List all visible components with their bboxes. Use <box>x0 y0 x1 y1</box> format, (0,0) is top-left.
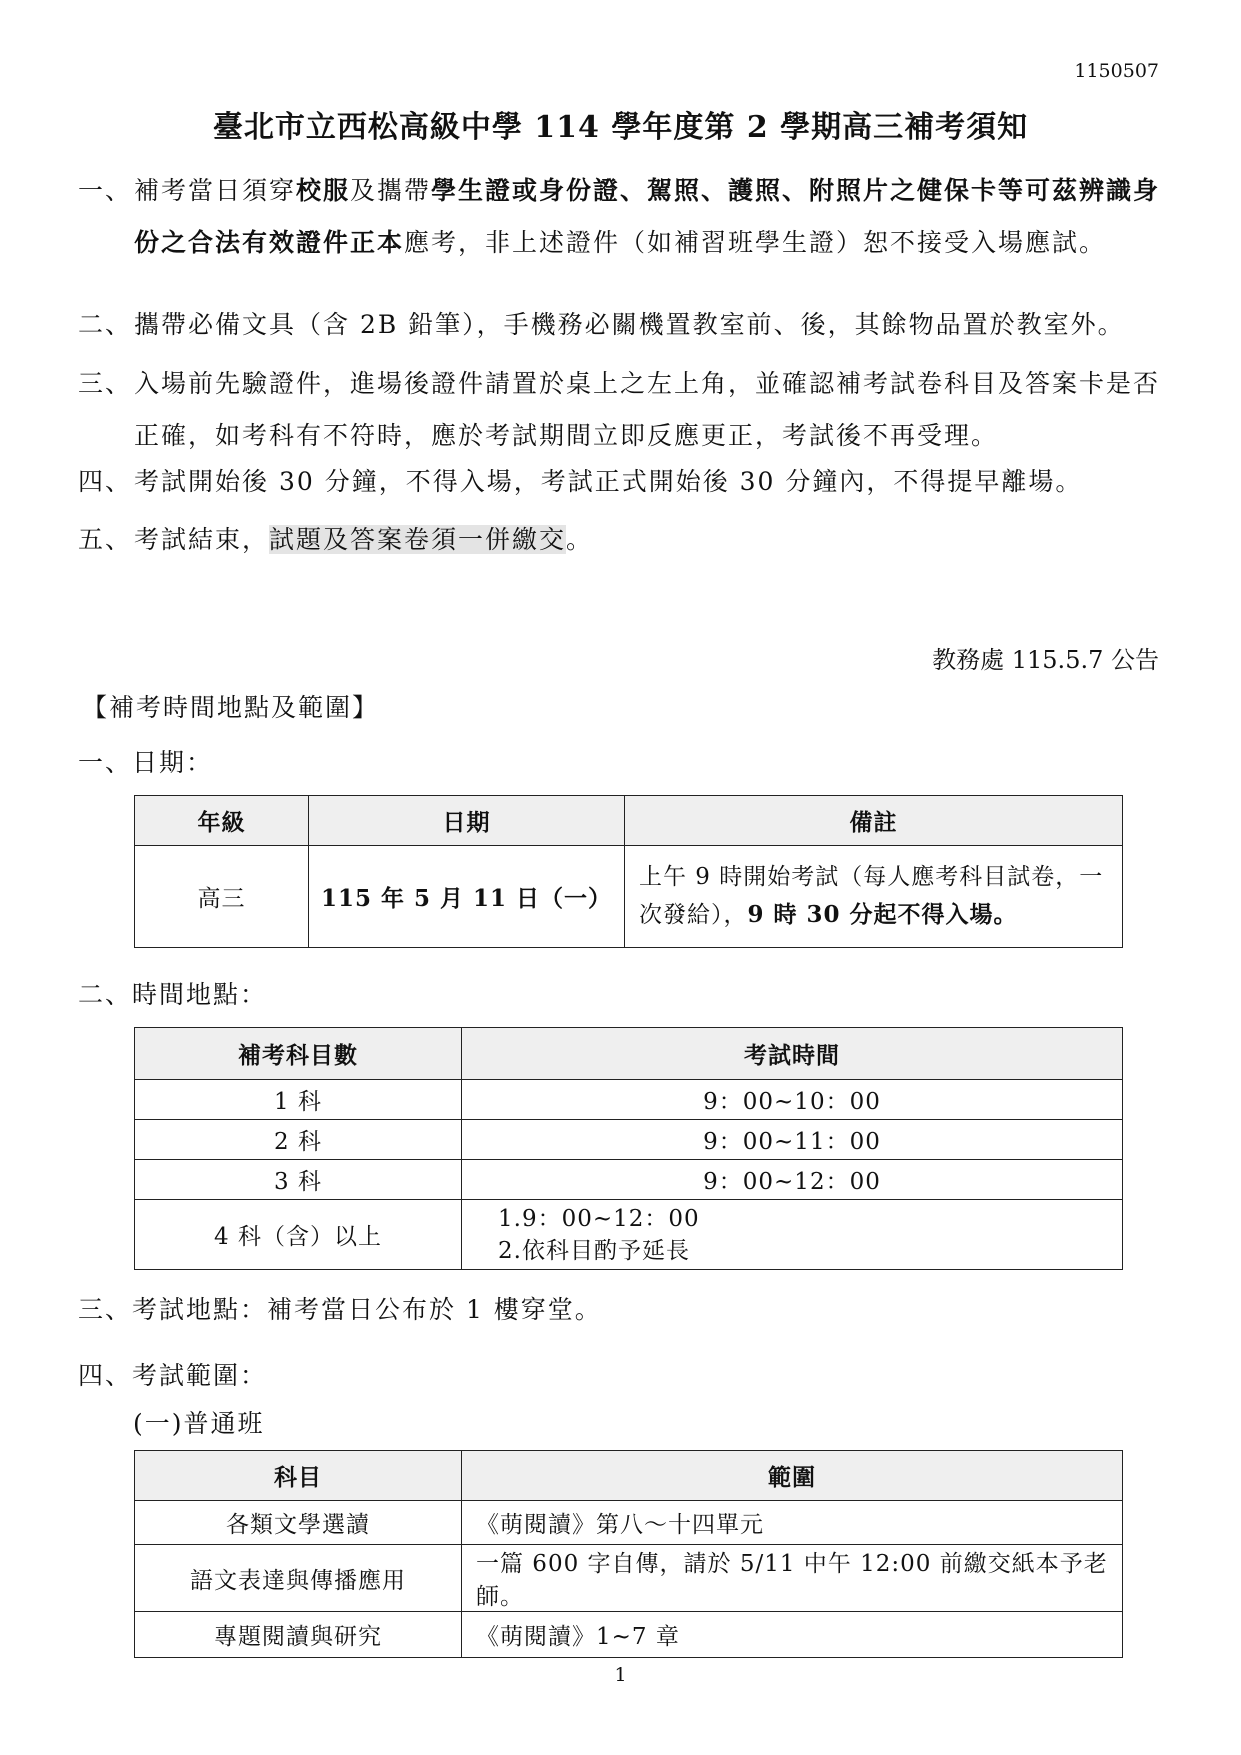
table-header: 科目 <box>135 1451 462 1501</box>
note-text: 上午 9 時開始考試（每人應考科目試卷，一次發給）， <box>639 864 1104 928</box>
table-row <box>135 846 1123 948</box>
rule-text <box>134 514 1168 566</box>
exam-time-line: 2.依科目酌予延長 <box>498 1237 690 1264</box>
table-row <box>135 1501 1123 1545</box>
scope-cell: 《萌閱讀》第八～十四單元 <box>462 1501 1123 1545</box>
table-header: 範圍 <box>462 1451 1123 1501</box>
location-text: 三、考試地點：補考當日公布於 1 樓穿堂。 <box>78 1295 602 1324</box>
page-title: 臺北市立西松高級中學 114 學年度第 2 學期高三補考須知 <box>212 110 1029 145</box>
exam-time-cell <box>462 1200 1123 1270</box>
table-header-row <box>135 796 1123 846</box>
grade-cell: 高三 <box>135 846 309 948</box>
subject-count-cell: 1 科 <box>135 1080 462 1120</box>
table-row <box>135 1545 1123 1612</box>
rule-item <box>78 299 1168 351</box>
table-header-row <box>135 1028 1123 1080</box>
rule-text <box>134 456 1168 508</box>
table-header: 備註 <box>625 796 1123 846</box>
page-number: 1 <box>614 1664 627 1686</box>
time-table <box>134 1027 1123 1270</box>
section-title: 【補考時間地點及範圍】 <box>82 693 380 722</box>
rule-text <box>134 299 1168 351</box>
scope-table <box>134 1450 1123 1658</box>
table-row <box>135 1612 1123 1658</box>
table-row <box>135 1120 1123 1160</box>
rule-text-run: 應考，非上述證件（如補習班學生證）恕不接受入場應試。 <box>404 228 1107 257</box>
time-section-label: 二、時間地點： <box>78 980 268 1009</box>
table-header-row <box>135 1451 1123 1501</box>
rule-text-run: 考試結束， <box>134 525 270 554</box>
subject-cell: 語文表達與傳播應用 <box>135 1545 462 1612</box>
table-header: 考試時間 <box>462 1028 1123 1080</box>
document-number: 1150507 <box>1074 60 1159 82</box>
exam-time-cell: 9：00~10：00 <box>462 1080 1123 1120</box>
exam-time-line: 1.9：00~12：00 <box>498 1205 700 1232</box>
rule-text-run: 入場前先驗證件，進場後證件請置於桌上之左上角，並確認補考試卷科目及答案卡是否正確，如考科有不符時，應於考試期間立即反應更正，考試後不再受理。 <box>134 369 1161 450</box>
rule-number: 五、 <box>78 525 133 554</box>
rule-text-emphasis: 學生證或身份證、駕照、護照、附照片之健保卡等可茲辨識身份之合法有效證件正本 <box>134 176 1161 257</box>
scope-section-label: 四、考試範圍： <box>78 1361 268 1390</box>
subject-count-cell: 4 科（含）以上 <box>135 1200 462 1270</box>
rule-text-run: 。 <box>566 525 594 554</box>
rule-number: 三、 <box>78 369 133 398</box>
table-header: 年級 <box>135 796 309 846</box>
announcement: 教務處 115.5.7 公告 <box>932 646 1159 674</box>
table-header: 日期 <box>309 796 625 846</box>
rule-text-run: 攜帶必備文具（含 2B 鉛筆），手機務必關機置教室前、後，其餘物品置於教室外。 <box>134 310 1125 339</box>
table-header: 補考科目數 <box>135 1028 462 1080</box>
rule-item <box>78 514 1168 566</box>
exam-time-cell: 9：00~12：00 <box>462 1160 1123 1200</box>
note-cell <box>625 846 1123 948</box>
table-row <box>135 1080 1123 1120</box>
rule-text <box>134 358 1168 462</box>
table-row <box>135 1200 1123 1270</box>
rule-number: 一、 <box>78 176 133 205</box>
exam-time-cell: 9：00~11：00 <box>462 1120 1123 1160</box>
date-section-label: 一、日期： <box>78 748 214 777</box>
date-table <box>134 795 1123 948</box>
rule-text <box>134 165 1168 269</box>
rule-text-run: 補考當日須穿 <box>134 176 297 205</box>
scope-cell: 一篇 600 字自傳，請於 5/11 中午 12:00 前繳交紙本予老師。 <box>462 1545 1123 1612</box>
scope-sublabel: (一)普通班 <box>133 1409 265 1438</box>
rule-text-run: 考試開始後 30 分鐘，不得入場，考試正式開始後 30 分鐘內，不得提早離場。 <box>134 467 1083 496</box>
rule-number: 二、 <box>78 310 133 339</box>
rule-text-run: 及攜帶 <box>350 176 432 205</box>
rule-item <box>78 456 1168 508</box>
date-cell: 115 年 5 月 11 日（一） <box>309 846 625 948</box>
subject-count-cell: 2 科 <box>135 1120 462 1160</box>
rule-item <box>78 358 1168 462</box>
subject-cell: 專題閱讀與研究 <box>135 1612 462 1658</box>
subject-count-cell: 3 科 <box>135 1160 462 1200</box>
rule-text-emphasis: 校服 <box>296 176 351 205</box>
rule-item <box>78 165 1168 269</box>
rule-text-run: 試題及答案卷須一併繳交 <box>269 525 567 554</box>
rule-number: 四、 <box>78 467 133 496</box>
table-row <box>135 1160 1123 1200</box>
note-bold-text: 9 時 30 分起不得入場。 <box>747 901 1018 928</box>
subject-cell: 各類文學選讀 <box>135 1501 462 1545</box>
scope-cell: 《萌閱讀》1~7 章 <box>462 1612 1123 1658</box>
